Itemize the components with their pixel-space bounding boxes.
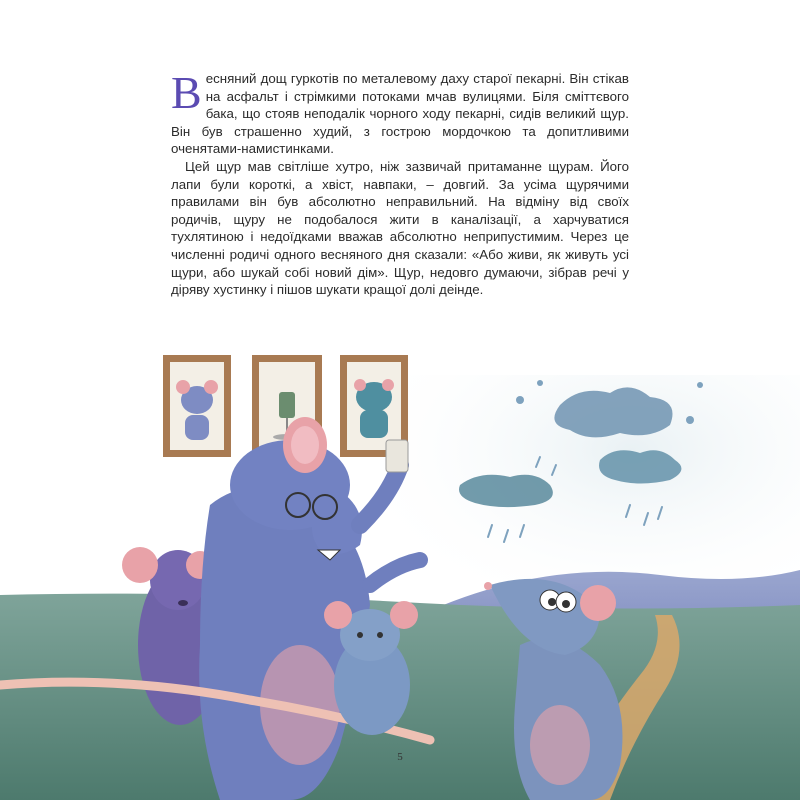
page-number: 5 [397,751,403,763]
rats-illustration [0,345,800,800]
paragraph-2: Цей щур мав світліше хутро, ніж зазвичай притаманне щурам. Його лапи були короткі, а хвіст, навпаки, – довгий. За усіма щурячими правилами він був абсолютно неправильний. На відміну від своїх родичів, щуру не подобалося жити в каналізації, а харчуватися тухлятиною і недоїдками вважав абсолютно неприпустимим. Через це численні родичі одного весняного дня сказали: «Або живи, як живуть усі щури, або шукай собі новий дім». Щур, недовго думаючи, зібрав речі у діряву хустинку і пішов шукати кращої долі деінде. [171,158,629,298]
paragraph-1-text: есняний дощ гуркотів по металевому даху старої пекарні. Він стікав на асфальт і стрімкими потоками мчав вулицями. Біля сміттєвого бака, що стояв неподалік чорного ходу пекарні, сидів великий щур. Він був страшенно худий, з гострою мордочкою та допитливими оченятами-намистинками. [171,71,629,157]
drop-cap: В [171,67,202,118]
story-text [171,67,629,299]
picture-frame-1 [163,355,231,457]
paragraph-1 [171,67,629,158]
